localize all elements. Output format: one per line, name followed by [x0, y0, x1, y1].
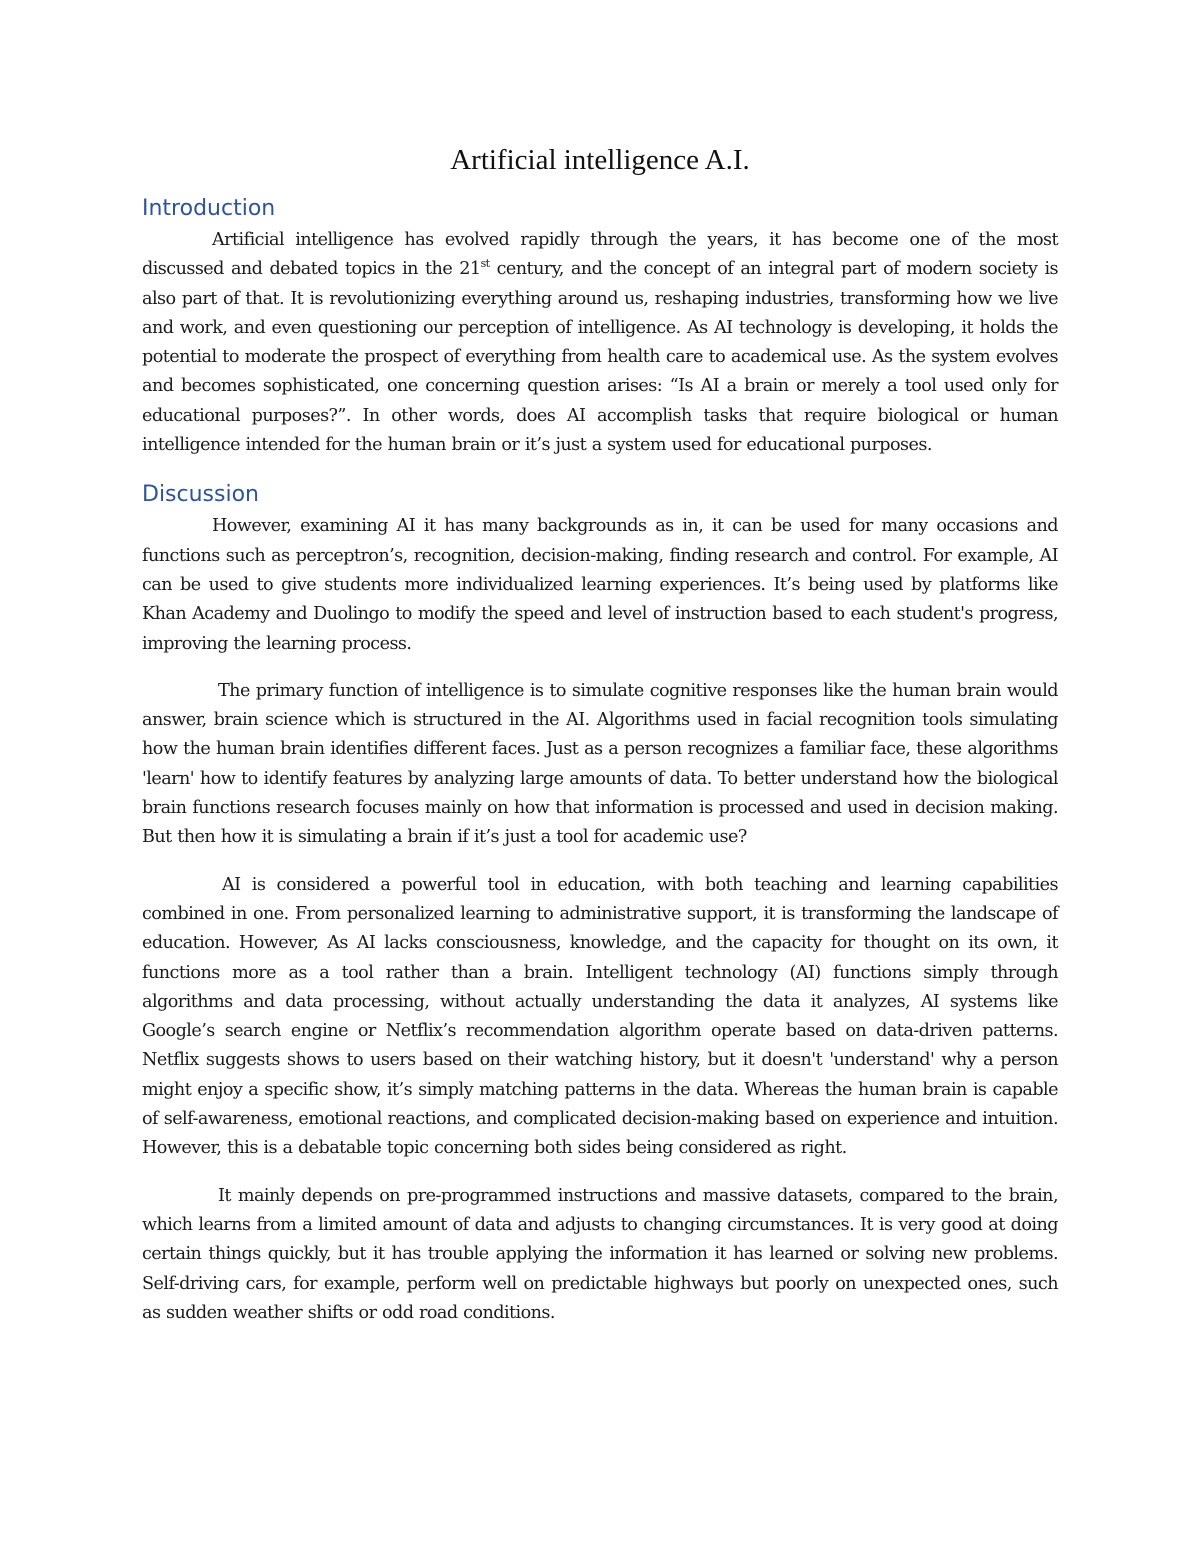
- discussion-paragraph-2: The primary function of intelligence is to simulate cognitive responses like the human brain would answer, brain science which is structured in the AI. Algorithms used in facial recognition tools simulating how the human brain identifies different faces. Just as a person recognizes a familiar face, these algorithms 'learn' how to identify features by analyzing large amounts of data. To better understand how the biological brain functions research focuses mainly on how that information is processed and used in decision making. But then how it is simulating a brain if it’s just a tool for academic use?: [142, 680, 1058, 848]
- section-heading-introduction: Introduction: [142, 196, 276, 221]
- discussion-paragraph-1: However, examining AI it has many backgrounds as in, it can be used for many occasions and functions such as perceptron’s, recognition, decision-making, finding research and control. For example, AI can be used to give students more individualized learning experiences. It’s being used by platforms like Khan Academy and Duolingo to modify the speed and level of instruction based to each student's progress, improving the learning process.: [142, 516, 1058, 654]
- discussion-paragraph-4: It mainly depends on pre-programmed instructions and massive datasets, compared to the brain, which learns from a limited amount of data and adjusts to changing circumstances. It is very good at doing certain things quickly, but it has trouble applying the information it has learned or solving new problems. Self-driving cars, for example, perform well on predictable highways but poorly on unexpected ones, such as sudden weather shifts or odd road conditions.: [142, 1185, 1058, 1323]
- ordinal-superscript: st: [480, 257, 490, 271]
- section-heading-discussion: Discussion: [142, 482, 259, 508]
- introduction-paragraph: [142, 226, 1058, 460]
- introduction-text-end: century, and the concept of an integral part of modern society is also part of that. It is revolutionizing everything around us, reshaping industries, transforming how we live and work, and even questioning our perception of intelligence. As AI technology is developing, it holds the potential to moderate the prospect of everything from health care to academical use. As the system evolves and becomes sophisticated, one concerning question arises: “Is AI a brain or merely a tool used only for educational purposes?”. In other words, does AI accomplish tasks that require biological or human intelligence intended for the human brain or it’s just a system used for educational purposes.: [142, 259, 1059, 456]
- document-title: Artificial intelligence A.I.: [450, 144, 750, 176]
- introduction-text-start: Artificial intelligence has evolved rapidly through the years, it has become one of the most discussed and debated topics in the 21: [142, 230, 1058, 280]
- document-body: [142, 140, 1058, 1328]
- discussion-paragraph-3: AI is considered a powerful tool in education, with both teaching and learning capabilities combined in one. From personalized learning to administrative support, it is transforming the landscape of education. However, As AI lacks consciousness, knowledge, and the capacity for thought on its own, it functions more as a tool rather than a brain. Intelligent technology (AI) functions simply through algorithms and data processing, without actually understanding the data it analyzes, AI systems like Google’s search engine or Netflix’s recommendation algorithm operate based on data-driven patterns. Netflix suggests shows to users based on their watching history, but it doesn't 'understand' why a person might enjoy a specific show, it’s simply matching patterns in the data. Whereas the human brain is capable of self-awareness, emotional reactions, and complicated decision-making based on experience and intuition. However, this is a debatable topic concerning both sides being considered as right.: [142, 874, 1058, 1159]
